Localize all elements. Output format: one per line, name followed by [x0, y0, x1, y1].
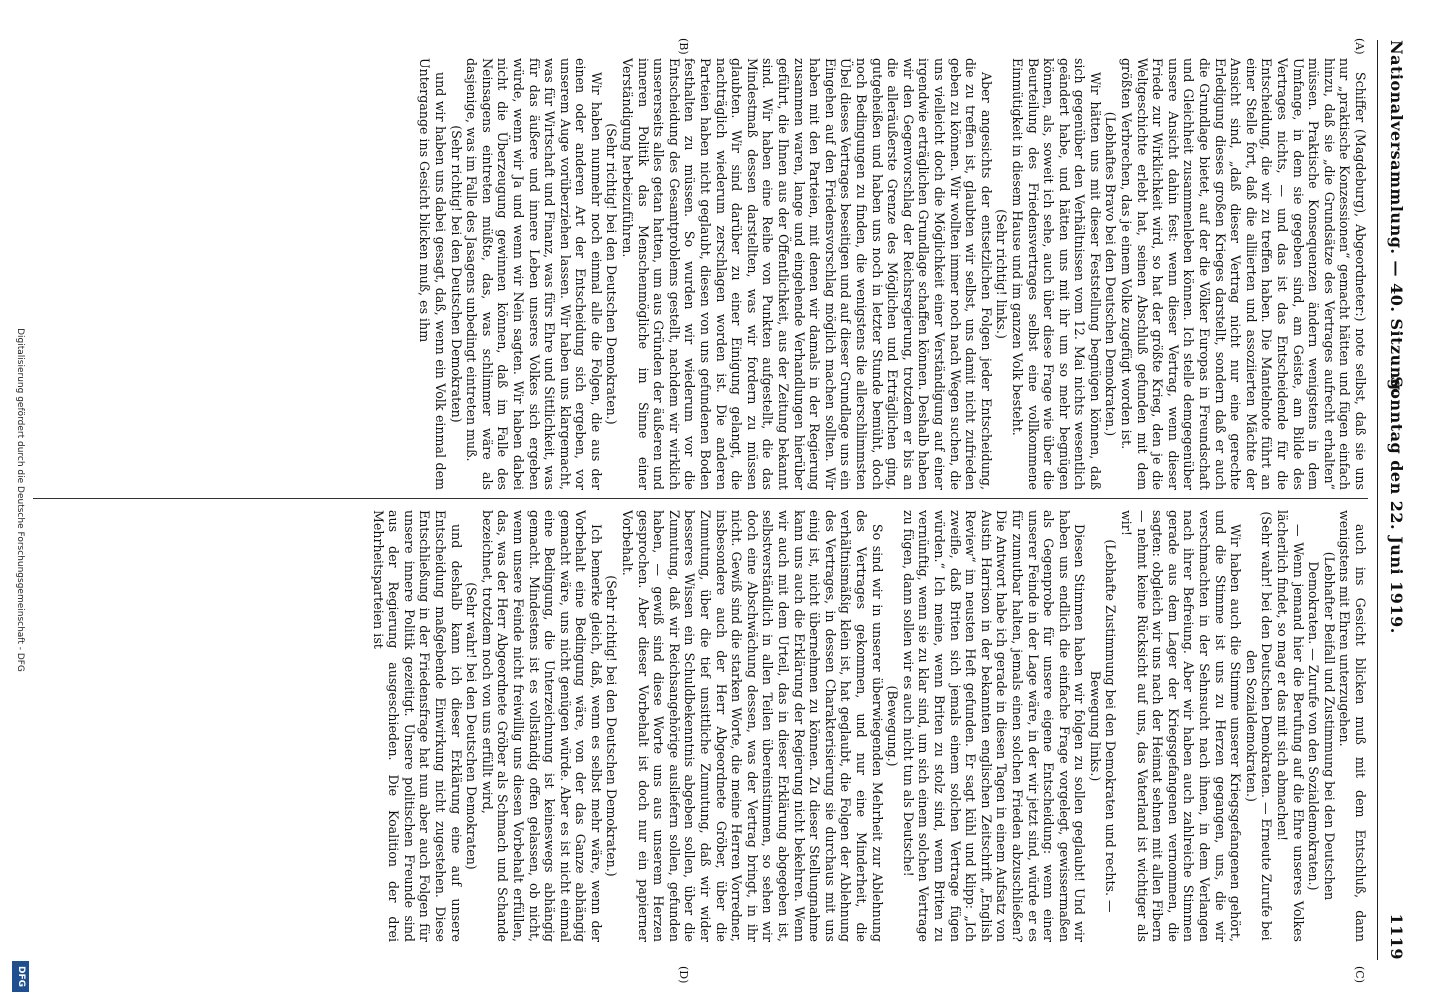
right-column-paragraph: und deshalb kann ich dieser Erklärung eine auf unsere Entscheidung maßgebende Einwirkung nicht zugestehen. Diese Entschließung in der Friedensfrage hat nun aber auch Folgen für unsere innere Politik gezeitigt. Unsere politischen Freunde sind aus der Regierung ausgeschieden. Die Koalition der drei Mehrheitsparteien ist — [370, 510, 464, 942]
column-divider — [33, 498, 1368, 499]
right-column-paragraph: (Lebhafter Beifall und Zustimmung bei den Deutschen Demokraten. — Zurufe von den Sozialdemokraten.) — [1306, 551, 1337, 901]
right-column-paragraph: Diesen Stimmen haben wir folgen zu sollen geglaubt! Und wir haben uns endlich die einfache Frage vorgelegt, gewissermaßen als Gegenprobe für unsere eigene Entscheidung: wenn einer unserer Feinde in der Lage wäre, in der wir jetzt sind, würde er es für zumutbar halten, jemals einen solchen Frieden abzuschließen? Die Antwort habe ich gerade in diesen Tagen in einem Aufsatz von Austin Harrison in der bekannten englischen Zeitschrift „English Review“ im neusten Heft gefunden. Er sagt kühl und klipp: „Ich zweifle, daß Briten sich jemals einem solchen Vertrage fügen würden.“ Ich meine, wenn Briten zu stolz sind, wenn Briten zu vernünftig, wenn sie zu klar sind, um sich einem solchen Vertrage zu fügen, dann sollen wir es auch nicht tun als Deutsche! — [900, 510, 1088, 942]
header-assembly-title: Nationalversammlung. — 40. Sitzung. — [1387, 40, 1406, 397]
page-number: 1119 — [1387, 913, 1406, 960]
margin-marker-a: (A) — [1353, 38, 1366, 55]
left-column-paragraph: (Sehr richtig! links.) — [994, 209, 1010, 339]
left-text-column — [28, 58, 1368, 490]
right-column-paragraph: — Wenn jemand hier die Berufung auf die Ehre unseres Volkes lächerlich findet, so mag er das mit sich abmachen! — [1275, 510, 1306, 942]
left-column-paragraph: (Sehr richtig! bei den Deutschen Demokraten) — [448, 125, 464, 423]
left-column-paragraph: Aber angesichts der entsetzlichen Folgen jeder Entscheidung, die zu treffen ist, glaubten wir selbst, uns damit nicht zufrieden geben zu können. Wir wollten immer noch nach Wegen suchen, die uns vielleicht doch die Möglichkeit einer Verständigung auf einer irgendwie erträglichen Grundlage schaffen können. Deshalb haben wir den Gegenvorschlag der Reichsregierung, trotzdem er bis an die alleräußerste Grenze des Möglichen und Erträglichen ging, gutgeheißen und haben uns noch in letzter Stunde bemüht, doch noch Bedingungen zu finden, die wenigstens die allerschlimmsten Übel dieses Vertrages beseitigen und auf dieser Grundlage uns ein Eingehen auf den Friedensvorschlag möglich machen sollten. Wir haben mit den Parteien, mit denen wir damals in der Regierung zusammen waren, lange und eingehende Verhandlungen hierüber geführt, die Ihnen aus der Öffentlichkeit, aus der Zeitung bekannt sind. Wir haben eine Reihe von Punkten aufgestellt, die das Mindestmaß dessen darstellten, was wir fordern zu müssen glaubten. Wir sind darüber zu einer Einigung gelangt, die nachträglich wiederum zerschlagen worden ist. Die anderen Parteien haben nicht geglaubt, diesen von uns gefundenen Boden festhalten zu müssen. So wurden wir wiederum vor die Entscheidung des Gesamtproblems gestellt, nachdem wir wirklich unsererseits alles getan hatten, um aus Gründen der äußeren und inneren Politik das Menschenmögliche im Sinne einer Verständigung herbeizuführen. — [620, 58, 994, 490]
right-column-paragraph: (Sehr richtig! bei den Deutschen Demokraten.) — [604, 575, 620, 877]
digitization-credit — [8, 0, 32, 1000]
margin-marker-d: (D) — [677, 966, 690, 984]
left-column-paragraph: (Sehr richtig! bei den Deutschen Demokraten.) — [604, 123, 620, 425]
right-text-column — [28, 510, 1368, 942]
right-column-paragraph: auch ins Gesicht blicken muß mit dem Entschluß, dann wenigstens mit Ehren unterzugehen. — [1337, 510, 1368, 942]
header-date: Sonntag den 22. Juni 1919. — [1387, 376, 1406, 634]
digitization-credit-text: Digitalisierung gefördert durch die Deutsche Forschungsgemeinschaft - DFG — [15, 328, 25, 672]
margin-marker-c: (C) — [1353, 966, 1366, 983]
left-column-paragraph: Wir haben nunmehr noch einmal alle die Folgen, die aus der einen oder anderen Art der Entscheidung sich ergeben, vor unserem Auge vorüberziehen lassen. Wir haben uns klargemacht, was für Wirtschaft und Finanz, was fürs Ehre und Sittlichkeit, was für das äußere und innere Leben unseres Volkes sich ergeben würde, wenn wir Ja und wenn wir Nein sagten. Wir haben dabei nicht die Überzeugung gewinnen können, daß im Falle des Neinsagens eintreten müßte, das, was schlimmer wäre als dasjenige, was im Falle des Jasagens unbedingt eintreten muß. — [464, 58, 604, 490]
right-column-paragraph: (Sehr wahr! bei den Deutschen Demokraten) — [464, 582, 480, 870]
left-column-paragraph: und wir haben uns dabei gesagt, daß, wenn ein Volk einmal dem Untergange ins Gesicht blicken muß, es ihm — [417, 58, 448, 490]
running-header — [1378, 40, 1406, 960]
right-column-paragraph: So sind wir in unserer überwiegenden Mehrheit zur Ablehnung des Vertrages gekommen, und nur eine Minderheit, die verhältnismäßig klein ist, hat geglaubt, die Folgen der Ablehnung des Vertrages, in dessen Charakterisierung sie durchaus mit uns einig ist, nicht übernehmen zu können. Zu dieser Stellungnahme kann uns auch die Erklärung der Regierung nicht bekehren. Wenn wir auch mit dem Urteil, das in dieser Erklärung abgegeben ist, selbstverständlich in allen Teilen übereinstimmen, so sehen wir doch eine Abschwächung dessen, was der Vertrag bringt, in ihr nicht. Gewiß sind die starken Worte, die meine Herren Vorredner, insbesondere auch der Herr Abgeordnete Gröber, über die Zumutung, über die tief unsittliche Zumutung, daß wir wider besseres Wissen ein Schuldbekenntnis abgeben sollen, über die Zumutung, daß wir Reichsangehörige ausliefern sollen, gefunden haben, — gewiß sind diese Worte uns aus unserem Herzen gesprochen. Aber dieser Vorbehalt ist doch nur ein papierner Vorbehalt. — [620, 510, 885, 942]
right-column-paragraph: (Sehr wahr! bei den Deutschen Demokraten. — Erneute Zurufe bei den Sozialdemokraten.) — [1243, 511, 1275, 941]
right-column-paragraph: Ich bemerke gleich, daß, wenn es selbst mehr wäre, wenn der Vorbehalt eine Bedingung wäre, von der das Ganze abhängig gemacht wäre, uns nicht genügen würde. Aber es ist nicht einmal eine Bedingung, die Unterzeichnung ist keineswegs abhängig gemacht. Mindestens ist es vollständig offen gelassen, ob nicht, wenn unsere Feinde nicht freiwillig uns diesen Vorbehalt erfüllen, das, was der Herr Abgeordnete Gröber als Schmach und Schande bezeichnet, trotzdem noch von uns erfüllt wird, — [479, 510, 604, 942]
left-column-paragraph: Wir hätten uns mit dieser Feststellung begnügen können, daß sich gegenüber den Verhältnissen vom 12. Mai nichts wesentlich geändert habe, und hätten uns mit ihr um so mehr begnügen können, als, soweit ich sehe, auch über diese Frage wie über die Beurteilung des Friedensvertrages selbst eine vollkommene Einmütigkeit in diesem Hause und im ganzen Volk besteht. — [1009, 58, 1103, 490]
header-rule — [1377, 40, 1378, 960]
left-column-paragraph: Schiffer (Magdeburg), Abgeordneter:) note selbst, daß sie uns nur „praktische Konzessionen“ gemacht hätten und fügen einfach hinzu, daß sie „die Grundsätze des Vertrages aufrecht erhalten“ müssen. Praktische Konsequenzen ändern wenigstens in dem Umfange, in dem sie gegeben sind, am Geiste, am Bilde des Vertrages nichts, — und das ist das Entscheidende für die Entscheidung, die wir zu treffen haben. Die Mantelnote führt an einer Stelle fort, daß die alliierten und assoziierten Mächte der Ansicht sind, „daß dieser Vertrag nicht nur eine gerechte Erledigung dieses großen Krieges darstellt, sondern daß er auch die Grundlage bietet, auf der die Völker Europas in Freundschaft und Gleichheit zusammenleben können. Ich stelle demgegenüber unsere Ansicht dahin fest: wenn dieser Vertrag, wenn dieser Friede zur Wirklichkeit wird, so hat der größte Krieg, den je die Weltgeschichte erlebt hat, seinen Abschluß gefunden mit dem größten Verbrechen, das je einem Volke zugefügt worden ist. — [1119, 58, 1368, 490]
left-column-paragraph: (Lebhaftes Bravo bei den Deutschen Demokraten.) — [1103, 111, 1119, 437]
dfg-logo: DFG — [12, 961, 29, 992]
right-column-paragraph: Wir haben auch die Stimme unserer Kriegsgefangenen gehört, und die Stimme ist uns zu Herzen gegangen, uns, die wir verschmachten in der Sehnsucht nach ihnen, in dem Verlangen nach ihrer Befreiung. Aber wir haben auch zahlreiche Stimmen gerade aus dem Lager der Kriegsgefangenen vernommen, die sagten: obgleich wir uns nach der Heimat sehnen mit allen Fibern — nehmt keine Rücksicht auf uns, das Vaterland ist wichtiger als wir! — [1119, 510, 1244, 942]
right-column-paragraph: (Bewegung.) — [885, 685, 901, 767]
right-column-paragraph: (Lebhafte Zustimmung bei den Demokraten und rechts. — Bewegung links.) — [1087, 539, 1119, 913]
margin-marker-b: (B) — [677, 38, 690, 55]
